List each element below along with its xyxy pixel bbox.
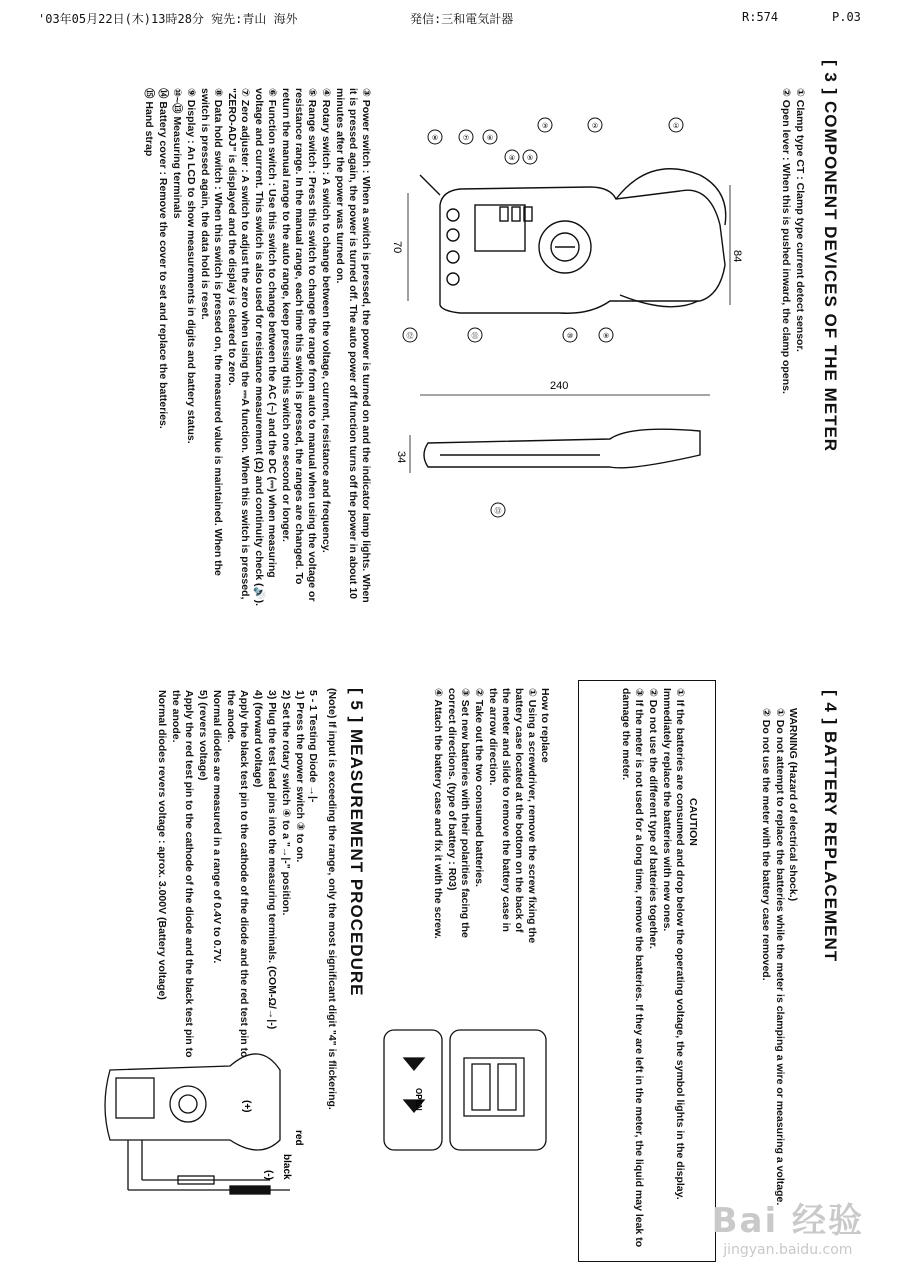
section5-title: [ 5 ] MEASUREMENT PROCEDURE <box>347 688 366 997</box>
caution-item-2: ② Do not use the different type of batteries together. <box>647 688 659 949</box>
howto-step-2: ② Take out the two consumed batteries. <box>473 688 485 887</box>
caution-label: CAUTION <box>687 798 699 846</box>
subsection-diode: 5 - 1 Testing Diode →|- <box>307 690 319 803</box>
step-2: 2) Set the rotary switch ④ to a "→|-" position. <box>280 690 292 916</box>
step-5-detail: Apply the red test pin to the cathode of the diode and the black test pin to the anode. <box>170 690 195 1058</box>
item-clamp-ct: ① Clamp type CT : Clamp type current detect sensor. <box>794 88 806 352</box>
callout-number: ⑥ <box>486 134 494 142</box>
callout-number: ① <box>672 122 680 130</box>
fax-sender-line: '03年05月22日(木)13時28分 宛先:青山 海外 <box>38 12 298 26</box>
item-open-lever: ② Open lever : When this is pushed inward, the clamp opens. <box>780 88 792 394</box>
callout-number: ③ <box>541 122 549 130</box>
dim-thickness-34: 34 <box>395 451 407 464</box>
meter-side-view <box>424 429 700 468</box>
step-1: 1) Press the power switch ③ to on. <box>294 690 306 863</box>
fax-ref: R:574 <box>742 10 779 24</box>
battery-figure <box>380 1010 552 1160</box>
warning-item-1: ① Do not attempt to replace the batteries while the meter is clamping a wire or measuring a voltage. <box>774 708 786 1206</box>
item-display: ⑨ Display : An LCD to show measurements in digits and battery status. <box>185 88 197 444</box>
howto-title: How to replace <box>539 688 551 763</box>
item-battery-cover: ⑭ Battery cover : Remove the cover to set and replace the batteries. <box>157 88 169 429</box>
howto-step-3: ③ Set new batteries with their polarities facing the correct directions. (type of battery : R03) <box>446 688 471 938</box>
baidu-watermark <box>712 1193 864 1258</box>
callout-number: ⑨ <box>602 332 610 340</box>
callout-number: ⑫ <box>406 332 414 340</box>
item-hand-strap: ⑮ Hand strap <box>143 88 155 157</box>
callout-number: ⑧ <box>431 134 439 142</box>
howto-step-4: ④ Attach the battery case and fix it with the screw. <box>432 688 444 939</box>
caution-block <box>588 688 700 1248</box>
warning-block <box>744 708 800 1208</box>
callout-markers <box>403 118 683 517</box>
range-note: (Note) If input is exceeding the range, only the most significant digit "4" is flickering. <box>326 688 338 1110</box>
watermark-logo: Bai 经验 <box>711 1201 864 1241</box>
lead-minus-label: (-) <box>263 1170 274 1180</box>
battery-open-label: OPEN <box>414 1088 423 1111</box>
section3-title: [ 3 ] COMPONENT DEVICES OF THE METER <box>821 60 840 453</box>
section4-title: [ 4 ] BATTERY REPLACEMENT <box>821 690 840 963</box>
lead-red-label: red <box>293 1130 304 1146</box>
item-terminals: ⑩~⑬ Measuring terminals <box>171 88 183 219</box>
item-function-switch: ⑥ Function switch : Use this switch to change between the AC (~) and the DC (⎓) when measuring voltage and current. This switch is also used for resistance measurement (Ω) and continuity check (🔊). <box>253 88 278 607</box>
watermark-url: jingyan.baidu.com <box>723 1242 853 1258</box>
item-rotary-switch: ④ Rotary switch : A switch to change between the voltage, current, resistance and frequency. <box>320 88 332 553</box>
item-data-hold: ⑧ Data hold switch : When this switch is pressed on, the measured value is maintained. When the switch is pressed again, the data hold is reset. <box>199 88 224 576</box>
step-4-range: Normal diodes are measured in a range of 0.4V to 0.7V. <box>211 690 223 964</box>
step-4: 4) (forward voltage) <box>252 690 264 788</box>
caution-item-1: ① If the batteries are consumed and drop below the operating voltage, the symbol lights in the display. Immediately replace the batteries with new ones. <box>661 688 686 1200</box>
section5-steps <box>60 690 320 1060</box>
howto-step-1: ① Using a screwdriver, remove the screw fixing the battery case located at the bottom on the back of the meter and slide to remove the battery case in the arrow direction. <box>487 688 538 944</box>
item-range-switch: ⑤ Range switch : Press this switch to change the range from auto to manual when using the voltage or resistance range. In the manual range, each time this switch is pressed, the ranges are changed. To return the manual range to the auto range, keep pressing this switch one second or longer. <box>280 88 318 602</box>
callout-number: ⑩ <box>566 332 574 340</box>
step-5: 5) (revers voltage) <box>197 690 209 781</box>
caution-item-3: ③ If the meter is not used for a long time, remove the batteries. If they are left in the meter, the liquid may leak to damage the meter. <box>620 688 645 1248</box>
meter-diagram <box>380 95 760 525</box>
fax-origin: 発信:三和電気計器 <box>410 12 514 26</box>
warning-label: WARNING (Hazard of electrical shock.) <box>787 708 799 902</box>
callout-number: ⑦ <box>462 134 470 142</box>
lead-plus-label: (+) <box>241 1100 252 1113</box>
meter-front-view <box>408 169 730 473</box>
step-4-detail: Apply the black test pin to the cathode of the diode and the red test pin to the anode. <box>225 690 250 1058</box>
diode-test-figure <box>70 1030 304 1210</box>
callout-number: ⑪ <box>471 332 479 340</box>
step-3: 3) Plug the test lead pins into the measuring terminals. (COM-Ω/→|-) <box>266 690 278 1030</box>
howto-block <box>422 688 552 948</box>
callout-number: ④ <box>508 154 516 162</box>
item-zero-adjuster: ⑦ Zero adjuster : A switch to adjust the zero when using the ⎓A function. When this switch is pressed, "ZERO-ADJ" is displayed and the display is cleared to zero. <box>226 88 251 600</box>
section3-top-items <box>772 88 806 488</box>
callout-number: ⑤ <box>526 154 534 162</box>
section3-items <box>72 88 372 608</box>
fax-page-number: P.03 <box>832 10 861 24</box>
item-power-switch: ③ Power switch : When a switch is pressed, the power is turned on and the indicator lamp lights. When it is pressed again, the power is turned off. The auto power off function turns off the power in about 10 minutes after the power was turned on. <box>334 88 372 603</box>
callout-number: ② <box>591 122 599 130</box>
callout-number: ⑬ <box>494 507 502 515</box>
section5-note <box>320 688 338 1268</box>
fax-header <box>0 6 904 30</box>
dim-length-240: 240 <box>550 380 569 392</box>
dim-height-84: 84 <box>731 250 743 263</box>
warning-item-2: ② Do not use the meter with the battery case removed. <box>760 708 772 981</box>
dim-display-70: 70 <box>391 241 403 254</box>
lead-black-label: black <box>281 1154 292 1180</box>
step-5-voltage: Normal diodes revers voltage : aprox. 3.000V (Battery voltage) <box>156 690 168 1000</box>
